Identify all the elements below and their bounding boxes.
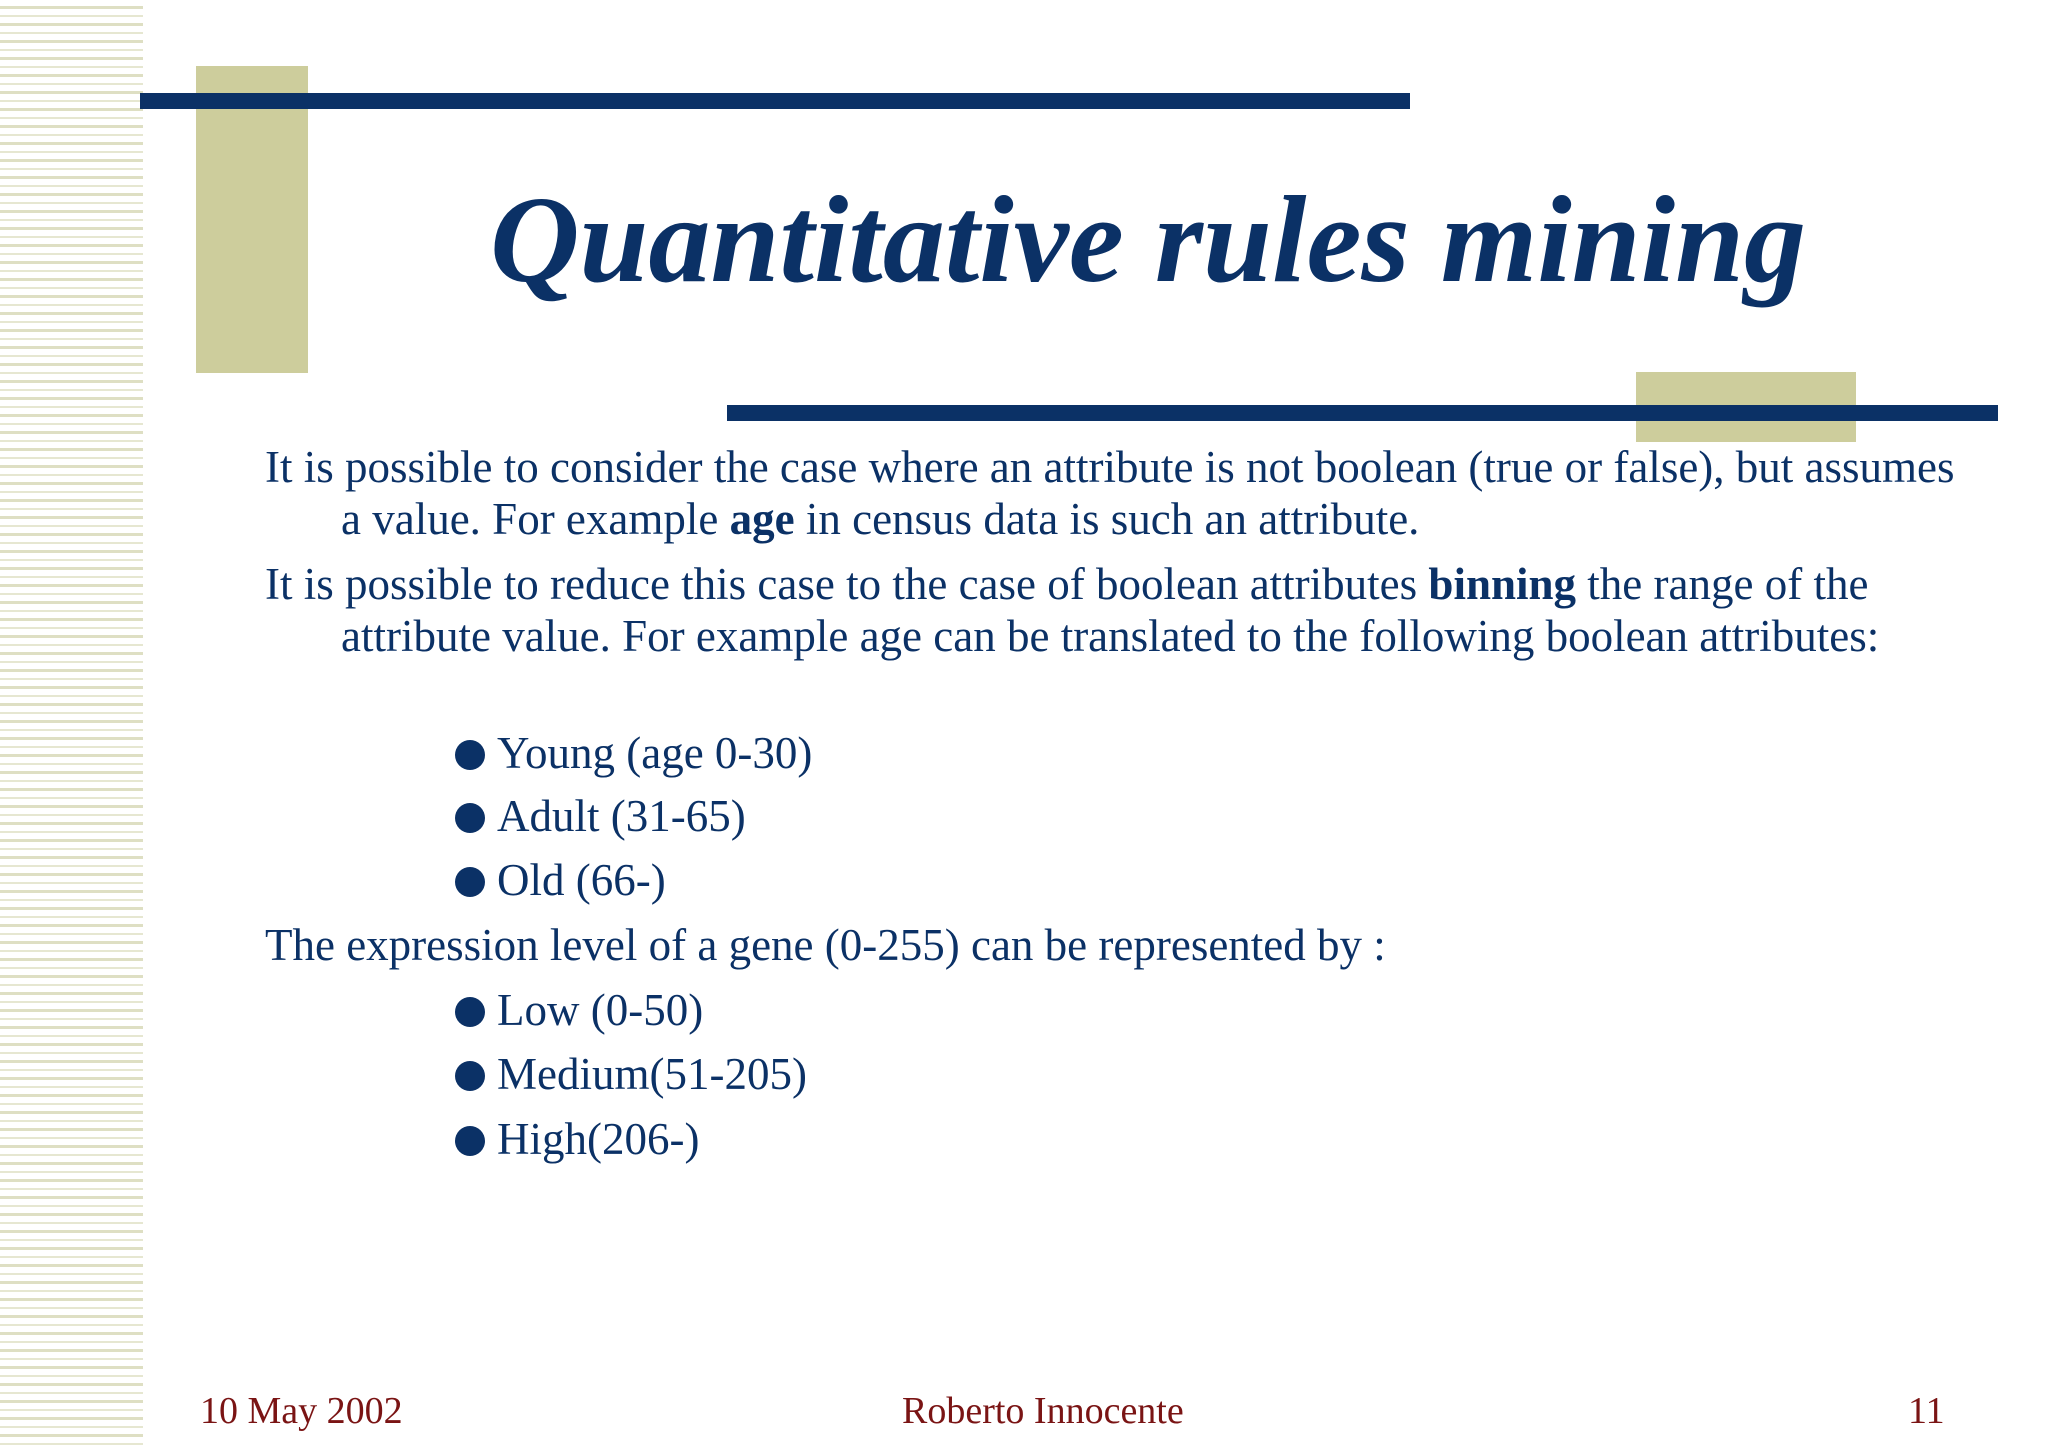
olive-block-top	[196, 66, 308, 373]
list-item-high	[455, 1113, 699, 1165]
bullet-dot-icon	[455, 867, 485, 897]
bullet-dot-icon	[455, 997, 485, 1027]
navy-rule-bottom	[727, 405, 1998, 421]
slide-title: Quantitative rules mining	[490, 171, 1807, 308]
bullet-label: Young (age 0-30)	[497, 728, 813, 778]
paragraph-text: The expression level of a gene (0-255) can be represented by :	[265, 920, 1386, 970]
footer-page-number: 11	[1908, 1390, 1945, 1432]
paragraph-text: It is possible to reduce this case to the case of boolean attributes	[265, 559, 1429, 609]
bullet-dot-icon	[455, 1126, 485, 1156]
paragraph-text: in census data is such an attribute.	[794, 494, 1420, 544]
paragraph-binning	[265, 558, 1961, 662]
paragraph-gene-expression	[265, 919, 1961, 971]
footer-date: 10 May 2002	[200, 1390, 403, 1432]
paragraph-text: the range of the attribute value. For example age can be translated to the following boolean attributes:	[341, 559, 1880, 661]
list-item-old	[455, 854, 666, 906]
bullet-label: Adult (31-65)	[497, 791, 746, 841]
list-item-young	[455, 727, 812, 779]
decorative-stripes	[0, 0, 143, 1447]
bullet-label: Low (0-50)	[497, 985, 704, 1035]
footer-author: Roberto Innocente	[902, 1390, 1184, 1432]
bullet-dot-icon	[455, 1061, 485, 1091]
bullet-dot-icon	[455, 803, 485, 833]
bullet-label: High(206-)	[497, 1114, 700, 1164]
list-item-adult	[455, 790, 746, 842]
bold-term-binning: binning	[1428, 559, 1577, 609]
bullet-label: Old (66-)	[497, 855, 666, 905]
list-item-low	[455, 984, 703, 1036]
paragraph-attribute-value	[265, 441, 1961, 545]
bullet-label: Medium(51-205)	[497, 1049, 807, 1099]
bullet-dot-icon	[455, 740, 485, 770]
paragraph-text: It is possible to consider the case where an attribute is not boolean (true or false), but assumes a value. For example	[265, 442, 1955, 544]
list-item-medium	[455, 1048, 807, 1100]
navy-rule-top	[140, 93, 1410, 109]
bold-term-age: age	[729, 494, 795, 544]
